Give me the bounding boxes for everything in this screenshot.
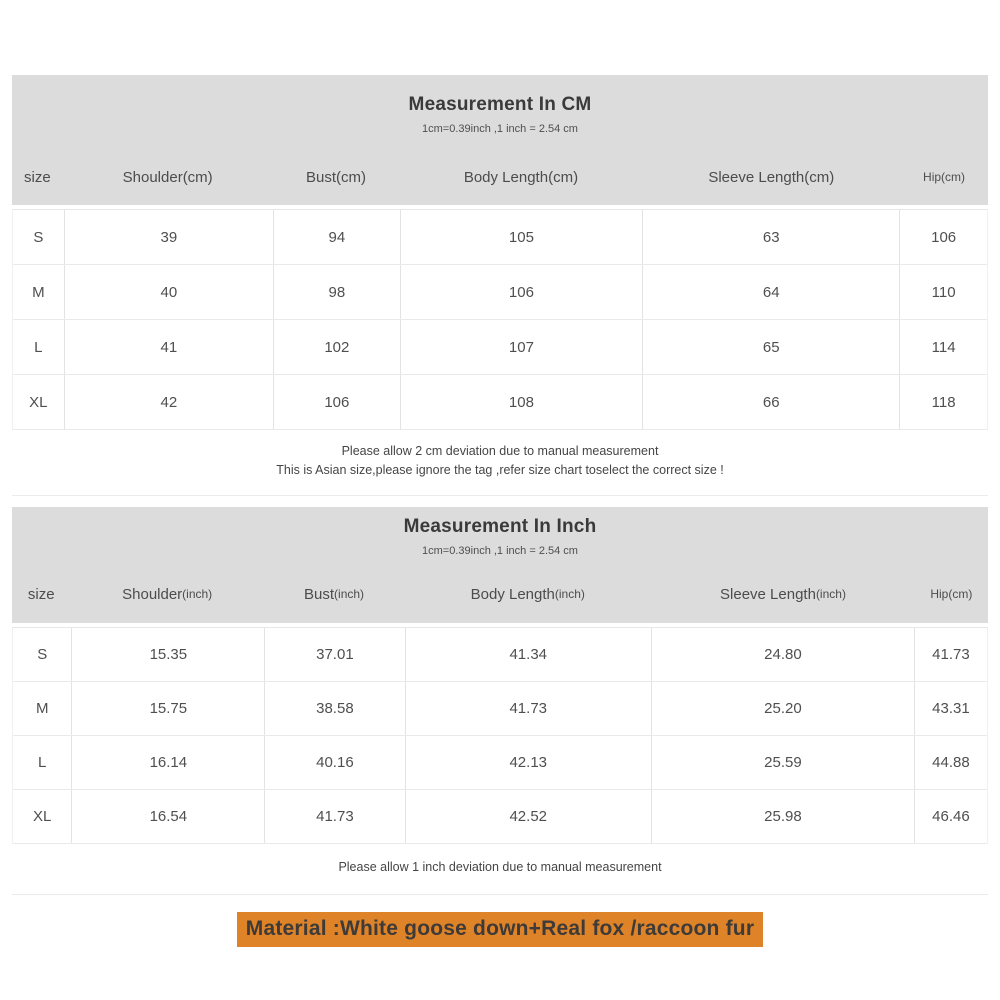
cm-column-header-size — [12, 151, 63, 203]
column-unit: (inch) — [554, 587, 585, 601]
sleeve-length-cell: 25.20 — [651, 682, 914, 735]
hip-cell: 41.73 — [914, 628, 987, 681]
column-label: Body Length — [470, 585, 555, 603]
inch-table-subtitle: 1cm=0.39inch ,1 inch = 2.54 cm — [422, 545, 578, 557]
cm-table-header-block — [12, 75, 988, 205]
cm-table-column-headers — [12, 151, 988, 203]
bust-cell: 102 — [273, 320, 400, 374]
inch-column-header-body-length — [404, 568, 651, 620]
cm-column-header-body-length — [399, 151, 642, 203]
material-banner — [0, 912, 1000, 947]
hip-cell: 106 — [899, 210, 987, 264]
shoulder-cell: 39 — [64, 210, 273, 264]
sleeve-length-cell: 63 — [642, 210, 899, 264]
column-label: Body Length — [463, 168, 549, 186]
sleeve-length-cell: 66 — [642, 375, 899, 429]
column-label: size — [24, 168, 51, 186]
cm-column-header-shoulder — [63, 151, 273, 203]
hip-cell: 110 — [899, 265, 987, 319]
shoulder-cell: 15.75 — [71, 682, 264, 735]
inch-table-section — [12, 507, 988, 895]
sleeve-length-cell: 25.98 — [651, 790, 914, 843]
column-unit: (cm) — [948, 587, 973, 601]
inch-table-column-headers — [12, 568, 988, 620]
body-length-cell: 42.13 — [405, 736, 651, 789]
bust-cell: 40.16 — [264, 736, 404, 789]
size-cell: M — [32, 283, 45, 301]
hip-cell: 46.46 — [914, 790, 987, 843]
size-cell: S — [33, 228, 44, 246]
body-length-cell: 105 — [400, 210, 643, 264]
body-length-cell: 42.52 — [405, 790, 651, 843]
cm-table-section — [12, 75, 988, 496]
column-unit: (cm) — [336, 168, 367, 186]
size-cell: S — [37, 646, 48, 663]
table-row-size-s — [13, 628, 987, 682]
bust-cell: 41.73 — [264, 790, 404, 843]
sleeve-length-cell: 24.80 — [651, 628, 914, 681]
bust-cell: 37.01 — [264, 628, 404, 681]
cm-table-subtitle: 1cm=0.39inch ,1 inch = 2.54 cm — [422, 123, 578, 135]
column-unit: (inch) — [815, 587, 846, 601]
column-label: size — [27, 585, 55, 603]
column-unit: (cm) — [941, 170, 966, 184]
cm-column-header-hip — [900, 151, 988, 203]
material-text: Material :White goose down+Real fox /raccoon fur — [237, 912, 763, 947]
column-unit: (cm) — [182, 168, 213, 186]
column-label: Sleeve Length — [720, 585, 816, 603]
asian-size-note: This is Asian size,please ignore the tag ,refer size chart toselect the correct size ! — [276, 463, 724, 477]
inch-table-notes — [12, 844, 988, 894]
shoulder-cell: 16.14 — [71, 736, 264, 789]
shoulder-cell: 15.35 — [71, 628, 264, 681]
inch-table-header-block — [12, 507, 988, 623]
cm-column-header-bust — [273, 151, 400, 203]
deviation-note: Please allow 2 cm deviation due to manual measurement — [341, 444, 659, 458]
table-row-size-l — [13, 736, 987, 790]
inch-table-body — [12, 627, 988, 844]
cm-table-title: Measurement In CM — [408, 94, 592, 115]
sleeve-length-cell: 64 — [642, 265, 899, 319]
body-length-cell: 107 — [400, 320, 643, 374]
table-row-size-xl — [13, 375, 987, 430]
hip-cell: 114 — [899, 320, 987, 374]
size-cell: M — [35, 700, 49, 717]
size-cell: XL — [29, 393, 48, 411]
bust-cell: 94 — [273, 210, 400, 264]
deviation-note: Please allow 1 inch deviation due to manual measurement — [338, 860, 662, 874]
hip-cell: 44.88 — [914, 736, 987, 789]
column-unit: (inch) — [334, 587, 365, 601]
body-length-cell: 41.34 — [405, 628, 651, 681]
inch-table-title: Measurement In Inch — [403, 516, 597, 537]
column-label: Bust — [306, 168, 337, 186]
bust-cell: 98 — [273, 265, 400, 319]
size-cell: L — [34, 338, 43, 356]
column-label: Sleeve Length — [708, 168, 805, 186]
sleeve-length-cell: 65 — [642, 320, 899, 374]
column-unit: (inch) — [182, 587, 213, 601]
hip-cell: 118 — [899, 375, 987, 429]
shoulder-cell: 16.54 — [71, 790, 264, 843]
inch-column-header-sleeve-length — [651, 568, 915, 620]
cm-table-body — [12, 209, 988, 430]
hip-cell: 43.31 — [914, 682, 987, 735]
table-row-size-m — [13, 265, 987, 320]
size-cell: L — [38, 754, 47, 771]
sleeve-length-cell: 25.59 — [651, 736, 914, 789]
bust-cell: 106 — [273, 375, 400, 429]
shoulder-cell: 41 — [64, 320, 273, 374]
shoulder-cell: 42 — [64, 375, 273, 429]
column-label: Hip — [923, 170, 942, 184]
table-row-size-s — [13, 210, 987, 265]
column-label: Shoulder — [122, 168, 183, 186]
column-unit: (cm) — [804, 168, 835, 186]
table-row-size-xl — [13, 790, 987, 844]
inch-column-header-size — [12, 568, 71, 620]
column-label: Hip — [930, 587, 949, 601]
shoulder-cell: 40 — [64, 265, 273, 319]
body-length-cell: 41.73 — [405, 682, 651, 735]
body-length-cell: 108 — [400, 375, 643, 429]
inch-column-header-bust — [264, 568, 405, 620]
bust-cell: 38.58 — [264, 682, 404, 735]
cm-table-notes — [12, 430, 988, 495]
column-label: Bust — [304, 585, 335, 603]
size-cell: XL — [33, 808, 52, 825]
column-label: Shoulder — [122, 585, 183, 603]
table-row-size-l — [13, 320, 987, 375]
body-length-cell: 106 — [400, 265, 643, 319]
inch-column-header-shoulder — [71, 568, 264, 620]
cm-column-header-sleeve-length — [642, 151, 900, 203]
table-row-size-m — [13, 682, 987, 736]
column-unit: (cm) — [548, 168, 579, 186]
inch-column-header-hip — [915, 568, 988, 620]
